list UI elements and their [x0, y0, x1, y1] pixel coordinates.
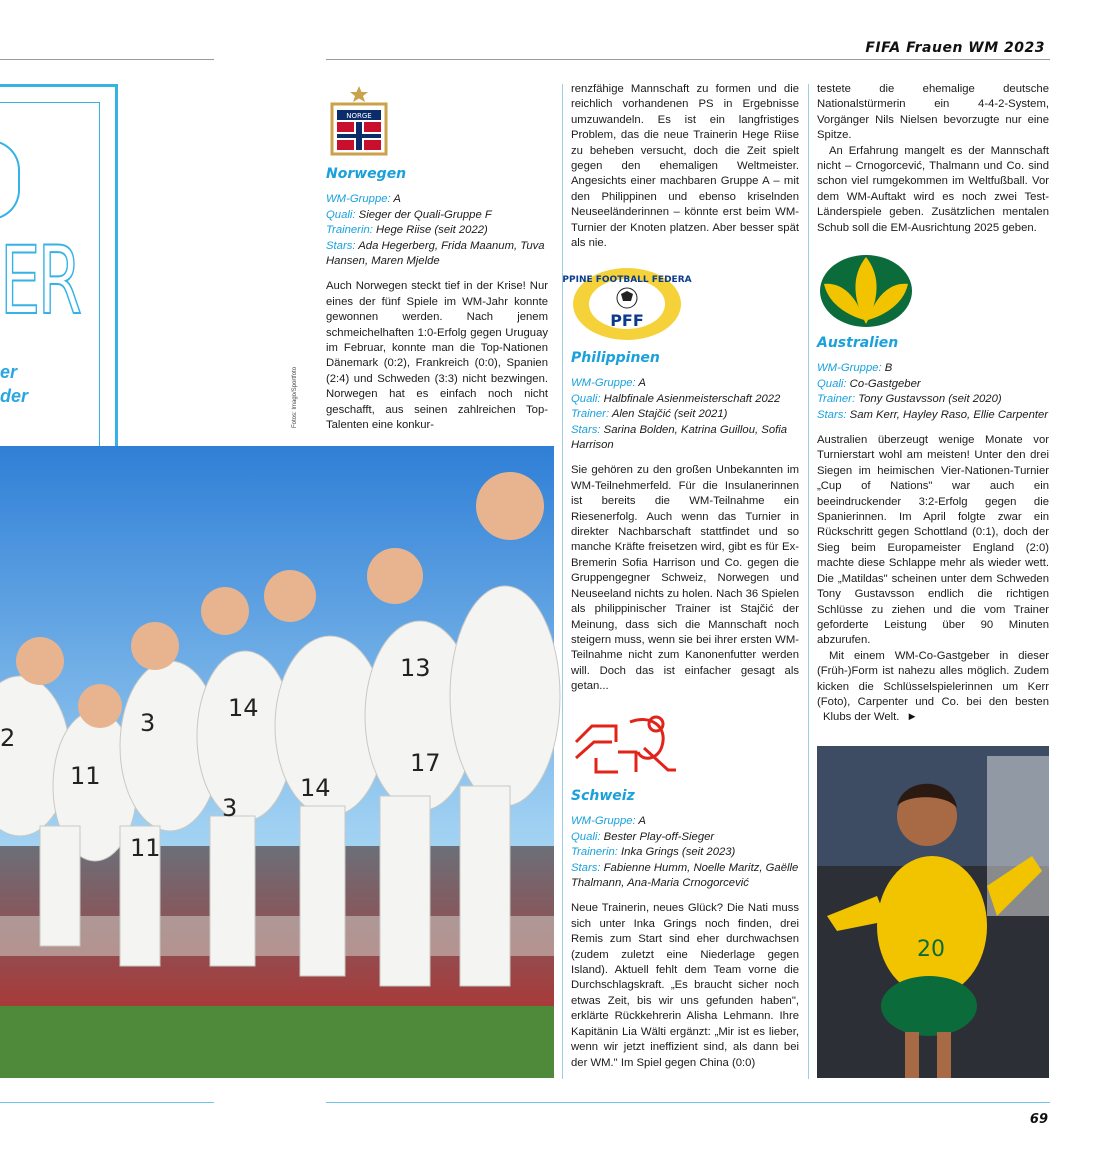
jersey-number: 14 [300, 774, 331, 802]
jersey-number: 17 [410, 749, 441, 777]
team-huddle-illustration [0, 446, 554, 1078]
magazine-header-title: FIFA Frauen WM 2023 [865, 40, 1045, 56]
facts-philippinen [571, 376, 799, 453]
fact-key: WM-Gruppe: [571, 815, 636, 828]
title-subline-2: der [0, 386, 29, 406]
fact-value: Bester Play-off-Sieger [603, 830, 715, 843]
fact-value: Tony Gustavsson (seit 2020) [858, 393, 1002, 406]
team-name-australien: Australien [817, 335, 899, 351]
column-separator [808, 84, 809, 1079]
fact-key: Trainer: [817, 393, 856, 406]
fact-key: Stars: [571, 423, 601, 436]
fact-value: Ada Hegerberg, Frida Maanum, Tuva Hansen, Maren Mjelde [326, 239, 545, 268]
body-australien-2 [817, 649, 1049, 726]
svg-text:PPINE FOOTBALL FEDERA: PPINE FOOTBALL FEDERA [562, 275, 692, 285]
header-rule-right [326, 59, 1050, 60]
fact-value: Fabienne Humm, Noelle Maritz, Gaëlle Thalmann, Ana-Maria Crnogorcević [571, 861, 799, 890]
title-subline [0, 360, 28, 408]
facts-norwegen [326, 192, 548, 269]
jersey-number: 11 [70, 762, 101, 790]
column-3 [817, 82, 1049, 236]
team-name-norwegen: Norwegen [326, 166, 407, 182]
fact-value: Sieger der Quali-Gruppe F [358, 208, 492, 221]
body-norwegen-continued: renzfähige Mannschaft zu formen und die reichlich vorhandenen PS in Ergebnisse umzuwandeln. Es ist ein langfristiges Problem, das die neue Trainerin Hege Riise zu beheben versucht, doch die Zeit spielt gegen den ehemaligen Weltmeister. Angesichts einer machbaren Gruppe A – mit den Philippinen und ebenso kriselnden Neuseeländerinnen – könnte erst beim WM-Turnier der Knoten platzen. Aber besser spät als nie. [571, 83, 799, 250]
fact-key: WM-Gruppe: [326, 193, 391, 206]
jersey-number: 13 [400, 654, 431, 682]
title-fragment: ER [0, 227, 80, 336]
body-philippinen: Sie gehören zu den großen Unbekannten im WM-Teilnehmerfeld. Für die Insulanerinnen ist bereits die WM-Teilnahme ein Riesenerfolg. Auch wenn das Turnier in direkter Nachbarschaft stattfindet und so manche Kräfte freisetzen wird, gibt es für Ex-Bremerin Sofia Harrison und Co. gegen die Gruppengegner Schweiz, Norwegen und Neuseeland nichts zu holen. Nach 36 Spielen als philippinischer Trainer ist Stajčić der Meinung, dass sich die Mannschaft noch steigern muss, wenn sie bei ihrer ersten WM-Teilnahme nicht zum Kanonenfutter werden will. Doch das ist einfacher gesagt als getan... [571, 464, 799, 693]
svg-text:20: 20 [917, 937, 945, 962]
column-2 [571, 82, 799, 251]
svg-text:NORGE: NORGE [346, 112, 372, 120]
body-australien-2-text: Mit einem WM-Co-Gastgeber in dieser (Früh-)Form ist nahezu alles möglich. Zudem kicken die Schlüsselspielerinnen um Kerr (Foto), Carpenter und Co. bei den besten [817, 649, 1049, 708]
fact-key: Trainerin: [326, 224, 373, 237]
jersey-number: 3 [140, 709, 156, 737]
fact-value: A [638, 815, 646, 828]
sam-kerr-photo [817, 746, 1049, 1078]
fact-value: A [393, 193, 401, 206]
fact-value: Sarina Bolden, Katrina Guillou, Sofia Harrison [571, 423, 788, 452]
footer-rule-right [326, 1102, 1050, 1103]
jersey-number: 2 [0, 724, 16, 752]
continue-arrow-icon: ► [906, 711, 918, 724]
fact-key: Stars: [571, 861, 601, 874]
column-separator [562, 84, 563, 1079]
team-name-schweiz: Schweiz [571, 788, 635, 804]
norway-crest-icon [330, 84, 388, 156]
fact-value: Hege Riise (seit 2022) [376, 224, 488, 237]
column-philippinen [571, 349, 799, 695]
fact-value: B [884, 362, 893, 375]
fact-key: Quali: [571, 830, 601, 843]
fact-value: Co-Gastgeber [849, 377, 921, 390]
fact-value: A [638, 377, 646, 390]
fact-key: Trainer: [571, 408, 610, 421]
fact-key: Quali: [326, 208, 356, 221]
team-name-philippinen: Philippinen [571, 350, 660, 366]
page-number: 69 [1029, 1112, 1048, 1127]
philippines-pff-logo-icon [562, 266, 692, 342]
fact-key: Stars: [817, 408, 847, 421]
header-rule-left [0, 59, 214, 60]
photo-credit: Fotos: Imago/Sportfoto [292, 366, 298, 428]
fact-value: Halbfinale Asienmeisterschaft 2022 [603, 392, 781, 405]
team-huddle-photo [0, 446, 554, 1078]
jersey-number: 11 [130, 834, 161, 862]
fact-key: Trainerin: [571, 846, 618, 859]
footer-rule-left [0, 1102, 214, 1103]
svg-text:PFF: PFF [610, 311, 644, 330]
body-schweiz-continued: testete die ehemalige deutsche Nationalstürmerin ein 4-4-2-System, Vorgänger Nils Nielsen bevorzugte nur eine Spitze. [817, 83, 1049, 142]
fact-key: Stars: [326, 239, 356, 252]
column-norwegen [326, 165, 548, 434]
column-schweiz [571, 787, 799, 1071]
fact-key: Quali: [817, 377, 847, 390]
swiss-association-logo-icon [572, 712, 678, 780]
body-australien-2-end: Klubs der Welt. [823, 711, 900, 724]
fact-value: Inka Grings (seit 2023) [621, 846, 736, 859]
facts-schweiz [571, 814, 799, 891]
column-australien [817, 334, 1049, 726]
fact-key: Quali: [571, 392, 601, 405]
fact-key: WM-Gruppe: [571, 377, 636, 390]
jersey-number: 14 [228, 694, 259, 722]
title-subline-1: er [0, 362, 18, 382]
body-schweiz: Neue Trainerin, neues Glück? Die Nati muss sich unter Inka Grings noch finden, drei Remis zum Start sind eher durchwachsen (zudem zuletzt eine Niederlage gegen Island). Aktuell fehlt dem Team vorne die Durchschlagskraft. „Es braucht sicher noch etwas Zeit, bis wir uns gefunden haben", erklärte Rückkehrerin Alisha Lehmann. Ihre Kapitänin Lia Wälti ergänzt: „Mir ist es lieber, wenn wir jetzt ineffizient sind, als dann bei der WM." Im Spiel gegen China (0:0) [571, 902, 799, 1069]
fact-key: WM-Gruppe: [817, 362, 882, 375]
body-australien: Australien überzeugt wenige Monate vor Turnierstart wohl am meisten! Unter den drei Siegen im heimischen Vier-Nationen-Turnier „Cup of Nations" war auch ein beeindruckender 3:2-Erfolg gegen die Spanierinnen. Im April folgte zwar ein Rückschritt gegen Schottland (0:1), doch der Sieg beim Europameister England (2:0) machte diese Schlappe mehr als wieder wett. Die „Matildas" scheinen unter dem Schweden Tony Gustavsson endlich die richtigen Schlüsse zu ziehen und die vom Trainer geforderte Leistung über 90 Minuten abzurufen. [817, 434, 1049, 647]
facts-australien [817, 361, 1049, 423]
jersey-number: 3 [222, 794, 238, 822]
fact-value: Sam Kerr, Hayley Raso, Ellie Carpenter [849, 408, 1049, 421]
body-norwegen: Auch Norwegen steckt tief in der Krise! Nur eines der fünf Spiele im WM-Jahr konnte gewonnen werden. Nach jenem schmeichelhaften 1:0-Erfolg gegen Uruguay im Februar, konnte man die Top-Nationen Dänemark (0:2), Frankreich (0:0), Spanien (2:4) und Schweden (3:3) nicht bezwingen. Norwegen hat es einfach noch nicht geschafft, aus seinen zahlreichen Top-Talenten eine konkur- [326, 280, 548, 432]
body-schweiz-continued-2: An Erfahrung mangelt es der Mannschaft nicht – Crnogorcević, Thalmann und Co. sind schon viel rumgekommen im Weltfußball. Vor dem WM-Auftakt wird es noch zwei Test-Länderspiele geben. Zusätzlichen mentalen Schub soll die EM-Ausrichtung 2025 geben. [817, 144, 1049, 234]
fact-value: Alen Stajčić (seit 2021) [611, 408, 728, 421]
australia-football-logo-icon [818, 254, 914, 328]
